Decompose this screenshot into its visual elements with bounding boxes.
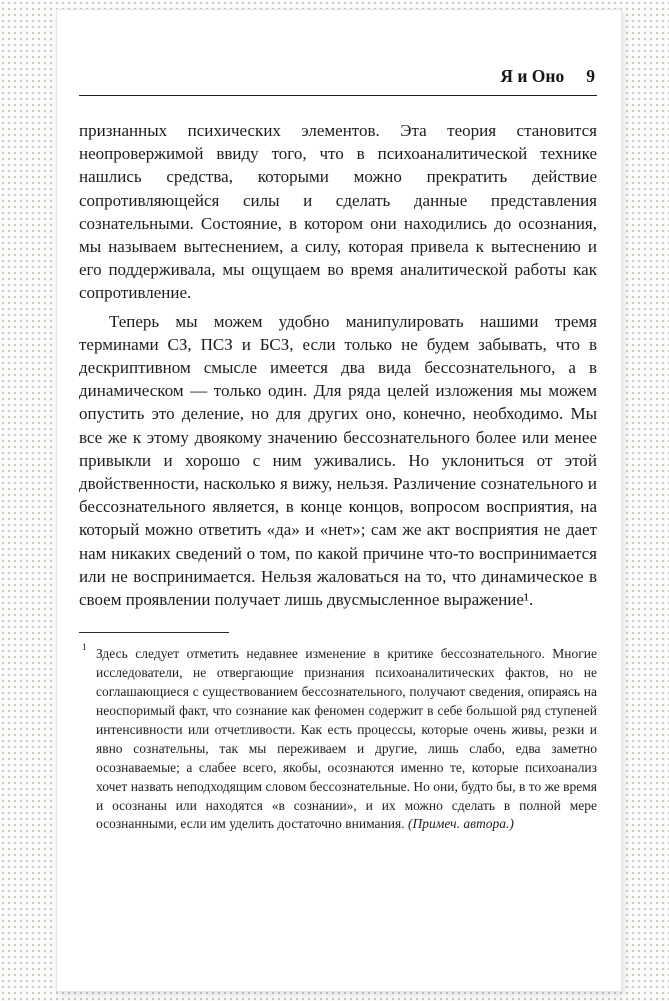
- footnote-marker: 1: [82, 643, 87, 654]
- page-header: [79, 66, 597, 87]
- header-rule: [79, 95, 597, 96]
- footnote-separator: [79, 632, 229, 633]
- running-title: Я и Оно: [500, 66, 565, 86]
- body-text: [79, 119, 597, 611]
- book-page: [56, 9, 622, 992]
- footnote-text: Здесь следует отметить недавнее изменение в критике бессознательного. Многие исследователи, не отвергающие признания психоаналитических фактов, но не соглашающиеся с существованием бессознательного, получают сведения, опираясь на неоспоримый факт, что сознание как феномен содержит в себе большой ряд ступеней интенсивности или отчетливости. Как есть процессы, которые очень живы, резки и явно сознательны, так мы переживаем и другие, лишь слабо, едва заметно осознаваемые; а слабее всего, якобы, осознаются именно те, которые психоанализ хочет назвать неподходящим словом бессознательные. Но они, будто бы, в то же время и осознаны или находятся «в сознании», и их можно сделать в полной мере осознанными, если им уделить достаточно внимания.: [96, 646, 597, 832]
- paragraph: Теперь мы можем удобно манипулировать нашими тремя терминами СЗ, ПСЗ и БСЗ, если только не будем забывать, что в дескриптивном смысле имеется два вида бессознательного, а в динамическом — только один. Для ряда целей изложения мы можем опустить это деление, но для других оно, конечно, необходимо. Мы все же к этому двоякому значению бессознательного более или менее привыкли и хорошо с ним уживались. Но уклониться от этой двойственности, насколько я вижу, нельзя. Различение сознательного и бессознательного является, в конце концов, вопросом восприятия, на который можно ответить «да» и «нет»; сам же акт восприятия не дает нам никаких сведений о том, по какой причине что-то воспринимается или не воспринимается. Нельзя жаловаться на то, что динамическое в своем проявлении получает лишь двусмысленное выражение¹.: [79, 311, 597, 610]
- page-number: 9: [586, 66, 595, 86]
- footnote-author-note: (Примеч. автора.): [407, 816, 514, 832]
- paragraph: признанных психических элементов. Эта теория становится неопровержимой ввиду того, что в психоаналитической технике нашлись средства, которыми можно прекратить действие сопротивляющейся силы и сделать данные представления сознательными. Состояние, в котором они находились до осознания, мы называем вытеснением, а силу, которая привела к вытеснению и его поддерживала, мы ощущаем во время аналитической работы как сопротивление.: [79, 121, 597, 303]
- footnote: [79, 645, 597, 834]
